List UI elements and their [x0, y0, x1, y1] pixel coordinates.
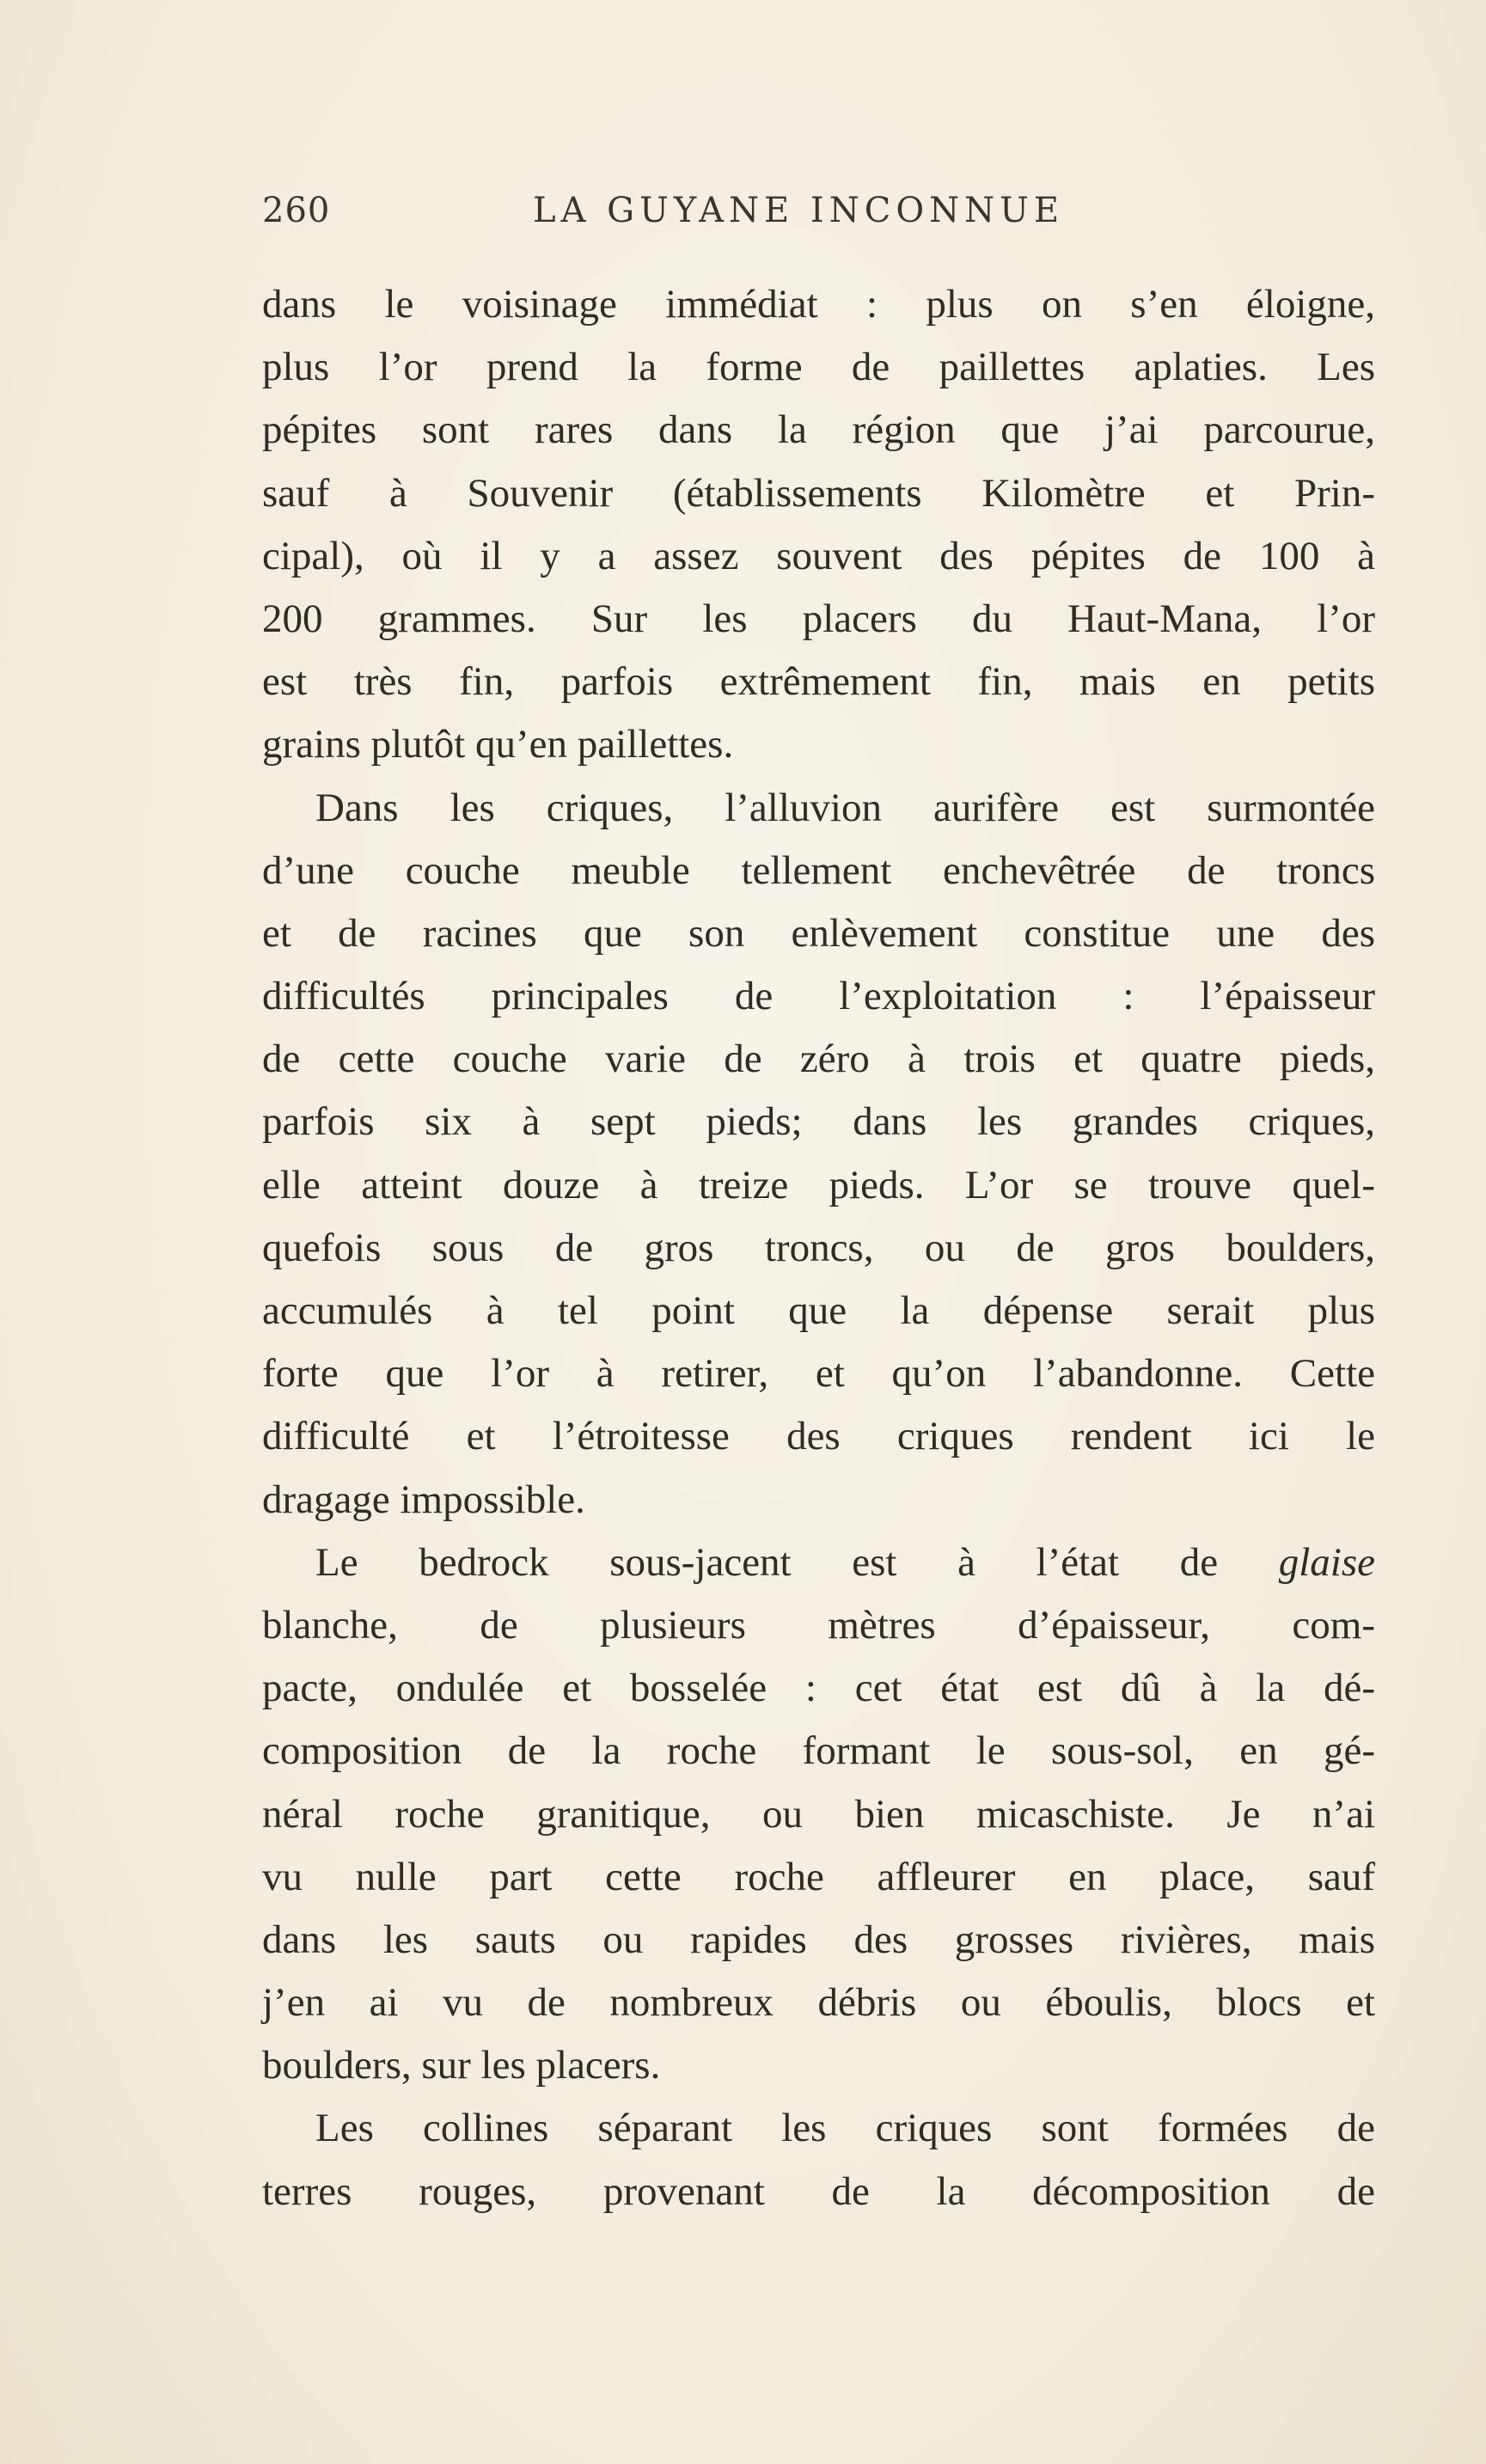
page-number: 260 — [262, 191, 331, 230]
text-line: pacte, ondulée et bosselée : cet état est dû à la dé- — [262, 1666, 1375, 1711]
text-line: Les collines séparant les criques sont formées de — [315, 2106, 1375, 2151]
text-line: boulders, sur les placers. — [262, 2043, 661, 2088]
text-line: 200 grammes. Sur les placers du Haut-Mana, l’or — [262, 596, 1375, 641]
text-line: dans les sauts ou rapides des grosses rivières, mais — [262, 1917, 1375, 1962]
text-line: d’une couche meuble tellement enchevêtrée de troncs — [262, 847, 1375, 893]
text-line: et de racines que son enlèvement constitue une des — [262, 910, 1375, 956]
text-line: forte que l’or à retirer, et qu’on l’abandonne. Cette — [262, 1351, 1375, 1397]
running-title: LA GUYANE INCONNUE — [533, 191, 1065, 230]
text-line: dragage impossible. — [262, 1477, 585, 1522]
text-line: dans le voisinage immédiat : plus on s’en éloigne, — [262, 282, 1375, 327]
text-line: cipal), où il y a assez souvent des pépites de 100 à — [262, 533, 1375, 578]
text-line: terres rouges, provenant de la décomposition de — [262, 2168, 1375, 2214]
text-line: blanche, de plusieurs mètres d’épaisseur, com- — [262, 1602, 1375, 1648]
text-segment: Le bedrock sous-jacent est à l’état de — [315, 1539, 1219, 1585]
text-line: elle atteint douze à treize pieds. L’or se trouve quel- — [262, 1162, 1375, 1208]
text-line — [262, 1532, 1375, 1594]
text-line: accumulés à tel point que la dépense serait plus — [262, 1288, 1375, 1333]
text-line: plus l’or prend la forme de paillettes aplaties. Les — [262, 345, 1375, 390]
text-line: sauf à Souvenir (établissements Kilomètre et Prin- — [262, 470, 1375, 516]
text-line: composition de la roche formant le sous-sol, en gé- — [262, 1728, 1375, 1774]
text-line: de cette couche varie de zéro à trois et quatre pieds, — [262, 1036, 1375, 1082]
text-line: j’en ai vu de nombreux débris ou éboulis, blocs et — [262, 1980, 1375, 2026]
text-line: difficultés principales de l’exploitation : l’épaisseur — [262, 974, 1375, 1019]
text-line: néral roche granitique, ou bien micaschiste. Je n’ai — [262, 1791, 1375, 1837]
text-line: pépites sont rares dans la région que j’ai parcourue, — [262, 407, 1375, 453]
italic-term: glaise — [1278, 1539, 1375, 1585]
text-line: Dans les criques, l’alluvion aurifère est surmontée — [315, 785, 1375, 830]
text-line: vu nulle part cette roche affleurer en place, sauf — [262, 1854, 1375, 1899]
body-text — [262, 273, 1375, 2223]
text-line: quefois sous de gros troncs, ou de gros boulders, — [262, 1225, 1375, 1270]
text-line: parfois six à sept pieds; dans les grandes criques, — [262, 1099, 1375, 1145]
text-line: est très fin, parfois extrêmement fin, mais en petits — [262, 659, 1375, 705]
page-header — [262, 191, 1122, 242]
text-line: difficulté et l’étroitesse des criques rendent ici le — [262, 1414, 1375, 1459]
text-line: grains plutôt qu’en paillettes. — [262, 722, 734, 767]
